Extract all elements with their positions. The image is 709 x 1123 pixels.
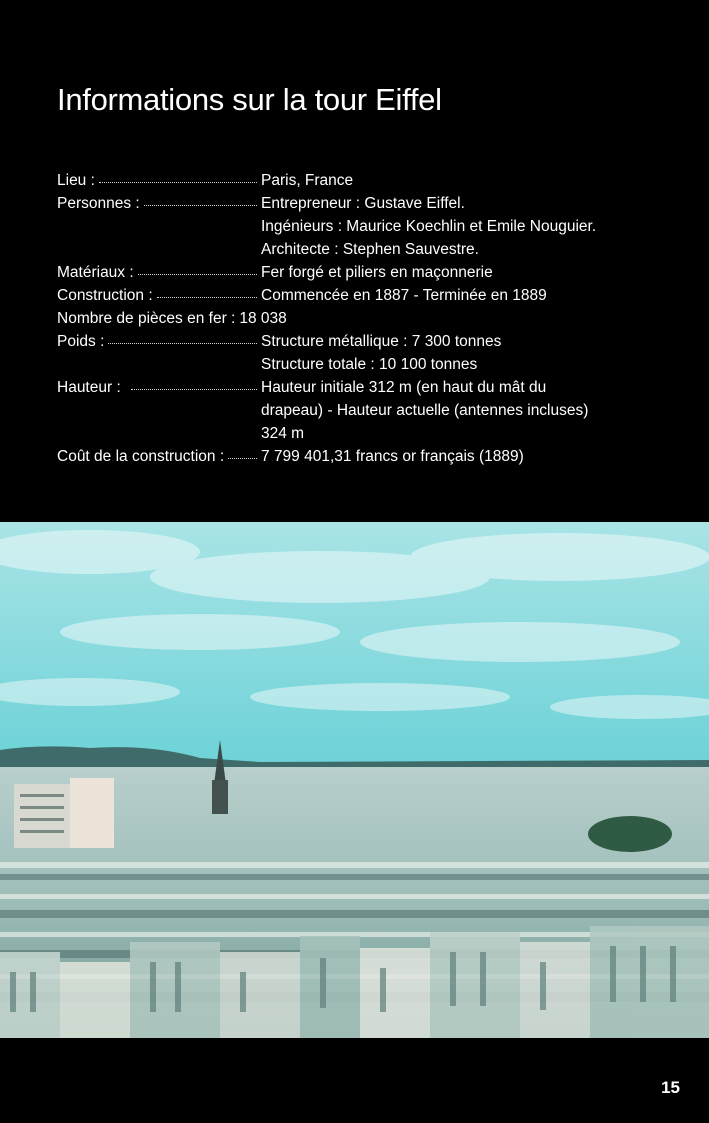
- fact-weight: [57, 330, 677, 376]
- page-number: 15: [661, 1078, 680, 1097]
- fact-label: Lieu :: [57, 169, 257, 192]
- fact-value: Entrepreneur : Gustave Eiffel. Ingénieurs : Maurice Koechlin et Emile Nouguier. Architecte : Stephen Sauvestre.: [261, 195, 597, 258]
- fact-location: [57, 169, 677, 192]
- fact-label: Personnes :: [57, 192, 257, 261]
- fact-value: 18 038: [239, 310, 287, 327]
- fact-value: Paris, France: [261, 172, 354, 189]
- paris-skyline-photo: [0, 522, 709, 1038]
- fact-people: [57, 192, 677, 261]
- fact-label: Poids :: [57, 330, 257, 376]
- fact-construction: [57, 284, 677, 307]
- fact-cost: [57, 445, 677, 468]
- fact-value: 7 799 401,31 francs or français (1889): [261, 448, 524, 465]
- fact-iron-pieces: [57, 307, 677, 330]
- fact-label: Coût de la construction :: [57, 445, 257, 468]
- fact-label: Matériaux :: [57, 261, 257, 284]
- fact-value: Hauteur initiale 312 m (en haut du mât du drapeau) - Hauteur actuelle (antennes incluses) 324 m: [261, 379, 589, 442]
- fact-materials: [57, 261, 677, 284]
- facts-list: [57, 169, 677, 468]
- fact-value: Structure métallique : 7 300 tonnes Structure totale : 10 100 tonnes: [261, 333, 502, 373]
- page-title: Informations sur la tour Eiffel: [57, 82, 442, 117]
- fact-height: [57, 376, 677, 445]
- fact-value: Commencée en 1887 - Terminée en 1889: [261, 287, 547, 304]
- fact-label: Construction :: [57, 284, 257, 307]
- fact-label: Hauteur :: [57, 376, 257, 445]
- fact-label: Nombre de pièces en fer :: [57, 310, 236, 327]
- fact-value: Fer forgé et piliers en maçonnerie: [261, 264, 493, 281]
- paris-skyline-illustration: [0, 522, 709, 1038]
